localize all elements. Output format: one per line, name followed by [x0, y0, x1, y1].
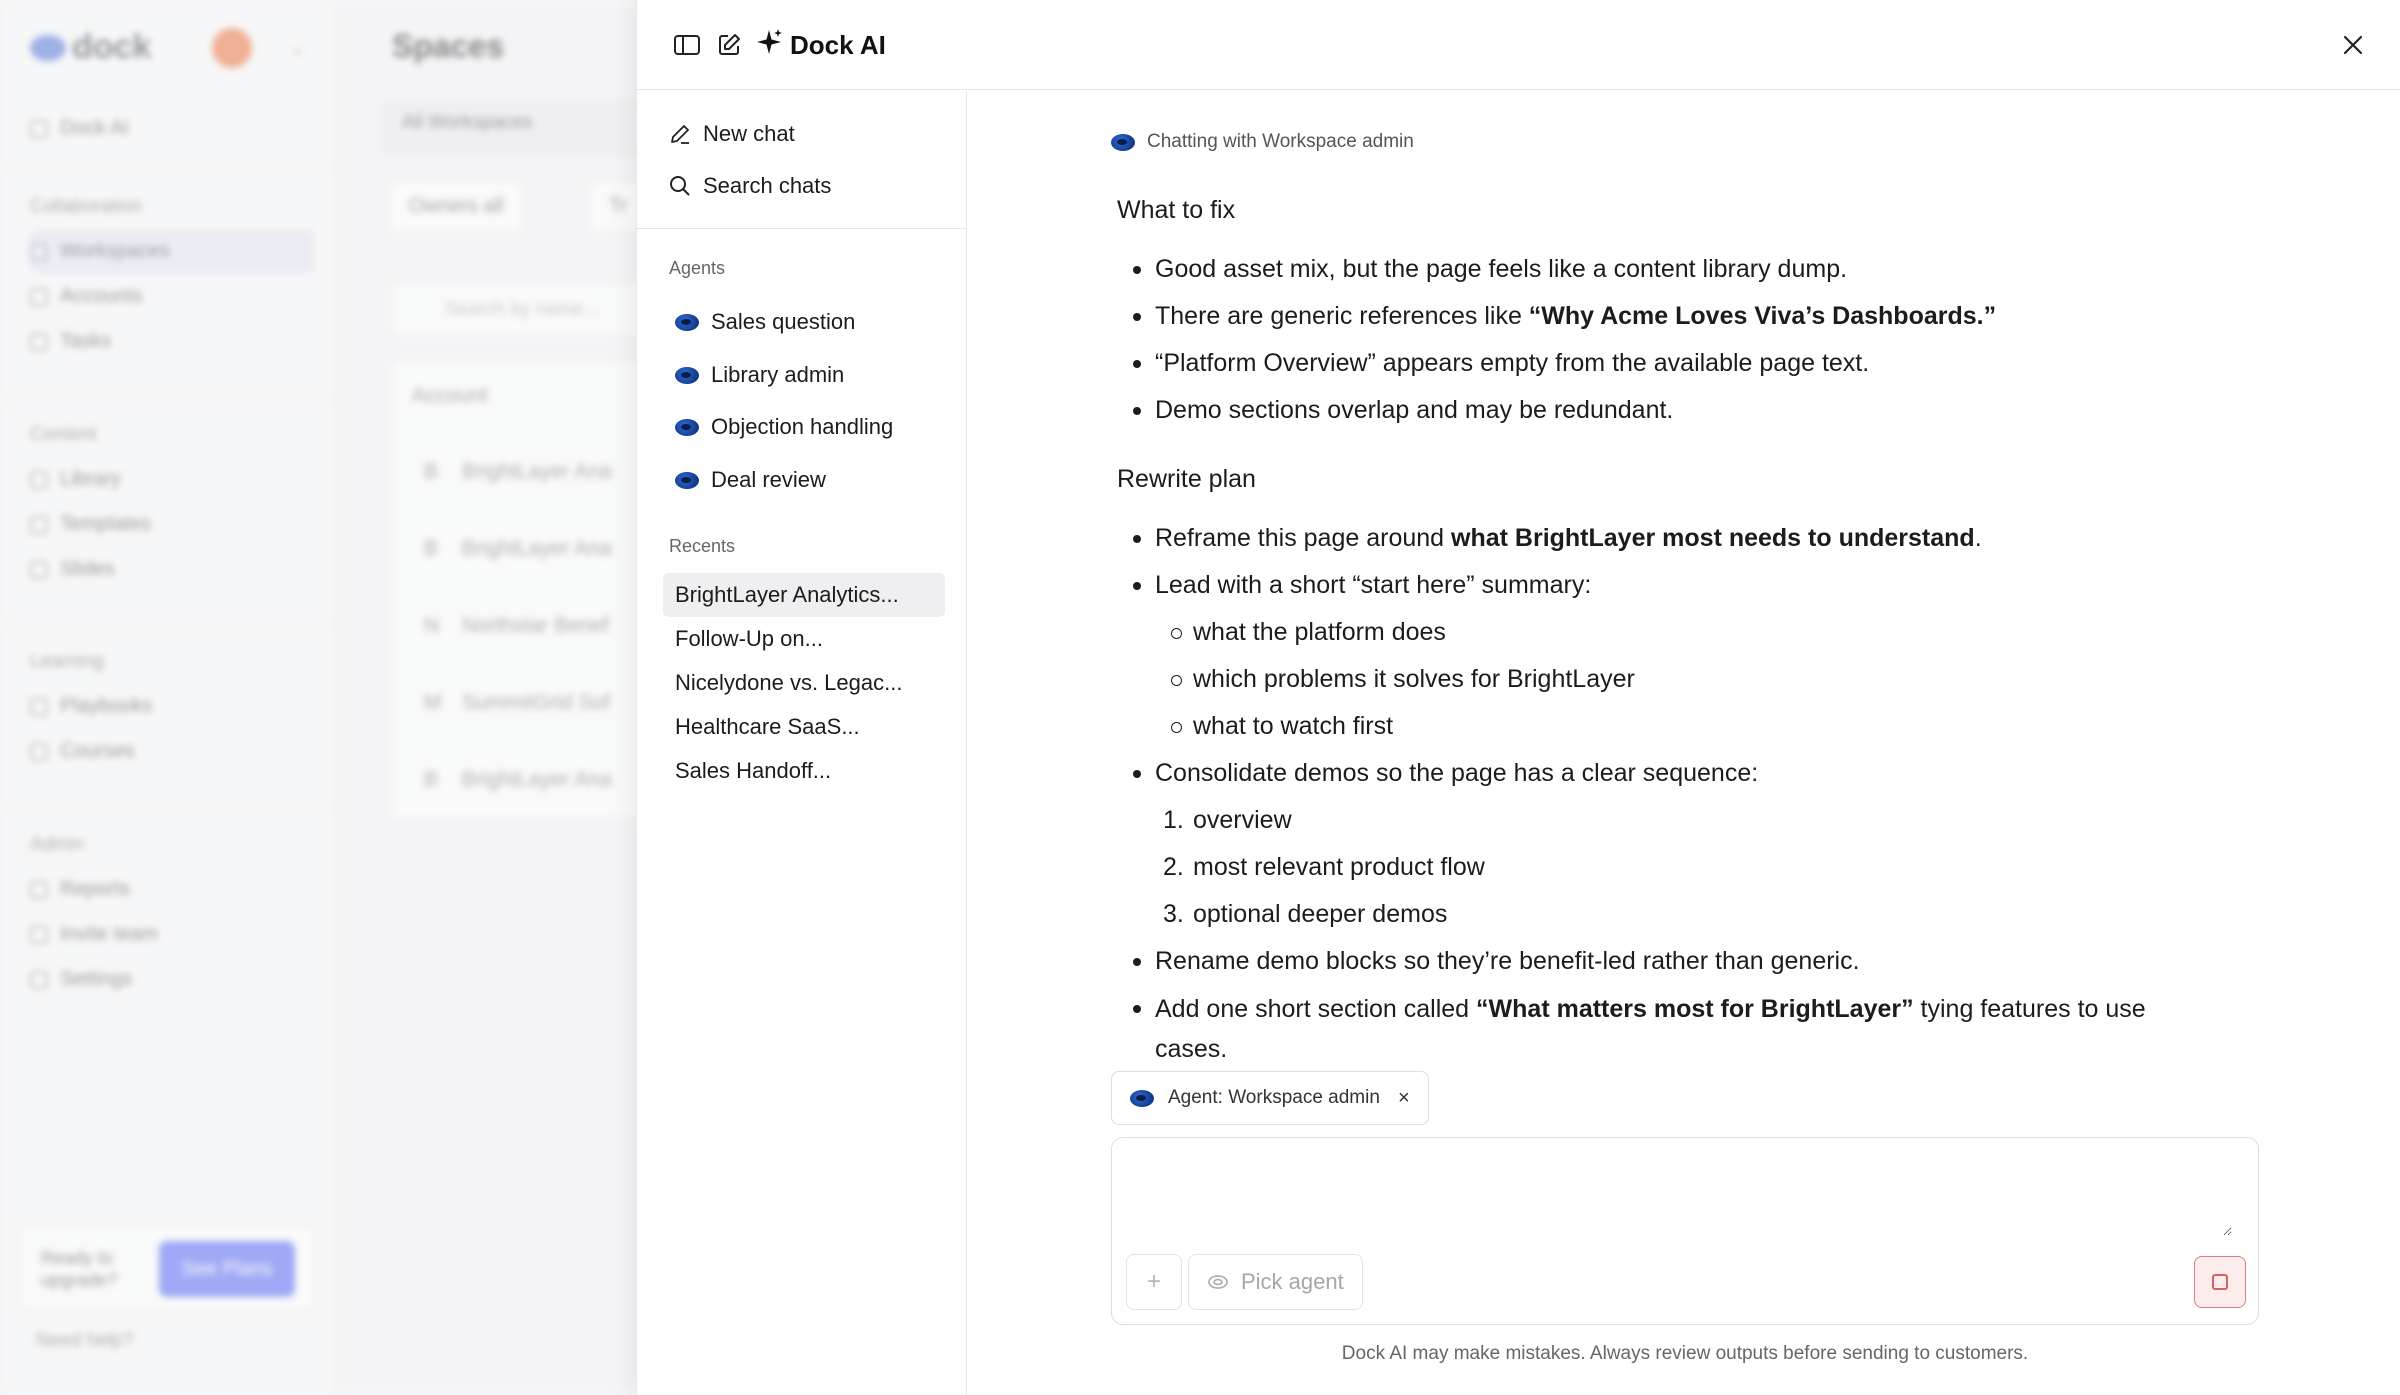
grid-icon — [30, 243, 48, 261]
chat-main — [967, 91, 2400, 1395]
bg-row-initial: B — [424, 768, 439, 791]
bg-nav-item — [30, 457, 151, 502]
playbook-icon — [30, 698, 48, 716]
step-text: optional deeper demos — [1193, 900, 1448, 928]
search-icon — [669, 175, 691, 197]
course-icon — [30, 743, 48, 761]
list-item-text: Add one short section called — [1155, 995, 1477, 1023]
composer — [1111, 1137, 2259, 1325]
bg-table-row: BrightLayer Ana — [462, 768, 612, 791]
bg-upgrade-card — [18, 1224, 316, 1312]
bg-table-header: Account — [412, 384, 488, 407]
fix-list — [1117, 246, 2197, 434]
agents-section-label: Agents — [669, 258, 726, 278]
template-icon — [30, 516, 48, 534]
agent-outline-icon — [1207, 1274, 1229, 1290]
recent-chat-item[interactable]: Sales Handoff... — [675, 758, 832, 783]
bg-section-title: Content — [30, 423, 97, 445]
bg-tab-all: All Workspaces — [402, 112, 533, 133]
pick-agent-label: Pick agent — [1241, 1269, 1344, 1294]
settings-icon — [30, 971, 48, 989]
bg-nav-item — [30, 912, 158, 957]
recents-section-label: Recents — [669, 536, 736, 556]
bg-nav-item — [30, 729, 152, 774]
bg-help-link: Need help? — [36, 1330, 134, 1351]
bg-table-row: BrightLayer Ana — [462, 460, 612, 483]
bg-row-initial: N — [424, 614, 440, 637]
numbered-list-item: 1. overview — [1163, 806, 1292, 834]
bg-nav-label: Library — [60, 468, 122, 490]
bg-filter-owners: Owners all — [388, 180, 524, 234]
bg-nav-label: Invite team — [60, 923, 158, 945]
sidebar-toggle-icon[interactable] — [671, 29, 703, 61]
search-chats-label: Search chats — [703, 173, 832, 198]
list-item: Consolidate demos so the page has a clear sequence: — [1117, 750, 2197, 797]
list-item — [1117, 515, 2197, 562]
list-item-text: There are generic references like — [1155, 302, 1529, 330]
bg-sidebar — [0, 0, 337, 1395]
bg-filter-other: Tr — [588, 180, 648, 234]
bg-upgrade-button: See Plans — [159, 1241, 295, 1297]
sub-list-item: what to watch first — [1117, 703, 2197, 750]
list-item-text: . — [1974, 524, 1982, 552]
bg-nav-item — [30, 229, 315, 274]
bg-nav-label: Settings — [60, 968, 133, 990]
bg-nav-item — [30, 319, 315, 364]
recent-chat-item[interactable]: BrightLayer Analytics... — [663, 573, 945, 617]
list-item: Lead with a short “start here” summary: — [1117, 562, 2197, 609]
list-item-text: Reframe this page around — [1155, 524, 1452, 552]
attach-button[interactable] — [1126, 1254, 1182, 1310]
pick-agent-button[interactable] — [1188, 1254, 1363, 1310]
bg-table-row: Northstar Benef — [462, 614, 610, 637]
bg-nav-label: Workspaces — [60, 240, 170, 262]
library-icon — [30, 471, 48, 489]
list-item-bold: what BrightLayer most needs to understand — [1451, 524, 1975, 552]
agent-chip[interactable] — [1111, 1071, 1429, 1125]
agent-label: Library admin — [711, 362, 845, 387]
bg-section-title: Collaboration — [30, 195, 142, 217]
bg-search: Search by name... — [390, 282, 790, 338]
bg-row-initial: B — [424, 460, 439, 483]
agent-chip-label: Agent: Workspace admin — [1168, 1087, 1380, 1108]
search-chats-button[interactable] — [669, 166, 831, 206]
list-item-bold: “What matters most for BrightLayer” — [1476, 995, 1914, 1023]
bg-nav-item — [30, 684, 152, 729]
bg-nav-label: Slides — [60, 558, 115, 580]
plan-list — [1117, 515, 2197, 1069]
list-item: Good asset mix, but the page feels like a content library dump. — [1117, 246, 2197, 293]
reports-icon — [30, 881, 48, 899]
recent-chat-item[interactable]: Nicelydone vs. Legac... — [675, 670, 903, 695]
disclaimer: Dock AI may make mistakes. Always review outputs before sending to customers. — [1341, 1343, 2029, 1364]
step-text: overview — [1193, 806, 1292, 834]
slides-icon — [30, 561, 48, 579]
bg-nav-dock-ai — [30, 106, 129, 151]
bg-avatar — [212, 28, 252, 68]
bg-nav-label: Templates — [60, 513, 152, 535]
agent-icon — [1111, 134, 1135, 151]
bg-nav-item — [30, 957, 158, 1002]
bg-nav-item — [30, 547, 151, 592]
panel-header — [637, 0, 2400, 90]
what-to-fix-heading: What to fix — [1117, 196, 1236, 224]
agent-item-deal-review[interactable] — [675, 460, 826, 500]
chat-sidebar — [637, 91, 967, 1395]
agent-icon — [675, 367, 699, 384]
bg-brand: dock — [72, 28, 152, 66]
bg-table-row: BrightLayer Ana — [462, 537, 612, 560]
dock-ai-panel — [636, 0, 2400, 1395]
list-item — [1117, 985, 2197, 1069]
agent-icon — [675, 419, 699, 436]
bg-page-title: Spaces — [392, 28, 505, 64]
bg-row-initial: M — [424, 691, 442, 714]
agent-label: Objection handling — [711, 414, 894, 439]
bg-nav-label: Reports — [60, 878, 131, 900]
numbered-list-item: 3. optional deeper demos — [1163, 900, 1448, 928]
sub-list-item: what the platform does — [1117, 609, 2197, 656]
stop-button[interactable] — [2194, 1256, 2246, 1308]
step-text: most relevant product flow — [1193, 853, 1485, 881]
message-input[interactable] — [1132, 1156, 2232, 1236]
agent-label: Deal review — [711, 467, 826, 492]
recent-chat-item[interactable]: Healthcare SaaS... — [675, 714, 860, 739]
rewrite-plan-heading: Rewrite plan — [1117, 465, 1256, 493]
bg-section-title: Admin — [30, 833, 84, 855]
panel-title: Dock AI — [790, 30, 886, 60]
invite-icon — [30, 926, 48, 944]
assistant-message — [1117, 187, 2197, 1069]
bg-nav-label: Courses — [60, 740, 135, 762]
chatting-with-text: Chatting with Workspace admin — [1147, 131, 1414, 152]
list-item: “Platform Overview” appears empty from the available page text. — [1117, 340, 2197, 387]
bg-nav-item — [30, 502, 151, 547]
dock-logo-icon — [30, 35, 66, 61]
bg-nav-item — [30, 274, 315, 319]
numbered-list-item: 2. most relevant product flow — [1163, 853, 1485, 881]
agent-item-objection-handling[interactable] — [675, 407, 893, 447]
bg-upgrade-text: Ready to upgrade? — [41, 1248, 118, 1290]
new-chat-button[interactable] — [669, 114, 795, 154]
bg-nav-collab — [30, 184, 315, 364]
remove-agent-icon[interactable]: × — [1397, 1086, 1410, 1109]
new-chat-label: New chat — [703, 121, 795, 146]
agent-label: Sales question — [711, 309, 856, 334]
bg-logo — [30, 28, 151, 67]
bg-nav-item — [30, 867, 158, 912]
close-icon — [2342, 34, 2364, 56]
list-item: Rename demo blocks so they’re benefit-led rather than generic. — [1117, 938, 2197, 985]
edit-icon[interactable] — [713, 29, 745, 61]
plus-icon: + — [1146, 1268, 1161, 1295]
bg-nav-label: Tasks — [60, 330, 112, 352]
sub-list-item: which problems it solves for BrightLayer — [1117, 656, 2197, 703]
bg-nav-label: Accounts — [60, 285, 143, 307]
sparkle-icon — [755, 28, 783, 63]
bg-section-title: Learning — [30, 650, 104, 672]
agent-item-library-admin[interactable] — [675, 355, 844, 395]
bg-nav-label: Dock AI — [60, 117, 129, 139]
bg-nav-learning — [30, 639, 152, 774]
bg-table-row: SummitGrid Sof — [462, 691, 611, 714]
close-button[interactable] — [2335, 27, 2371, 63]
chatting-with-label — [1111, 131, 1414, 153]
agent-icon — [1130, 1090, 1154, 1107]
list-item-bold: “Why Acme Loves Viva’s Dashboards.” — [1528, 302, 1997, 330]
list-item — [1117, 293, 2197, 340]
list-item-text: tying features to use cases. — [1155, 995, 2146, 1063]
agent-item-sales-question[interactable] — [675, 302, 855, 342]
building-icon — [30, 288, 48, 306]
sidebar-divider — [637, 228, 967, 229]
recent-chat-item[interactable]: Follow-Up on... — [675, 626, 823, 651]
bg-nav-admin — [30, 822, 158, 1002]
chevron-down-icon: ⌄ — [290, 38, 306, 58]
list-item: Demo sections overlap and may be redundant. — [1117, 387, 2197, 434]
bg-row-initial: B — [424, 537, 439, 560]
bg-nav-content — [30, 412, 151, 592]
task-icon — [30, 333, 48, 351]
agent-icon — [675, 314, 699, 331]
agent-icon — [675, 472, 699, 489]
stop-icon — [2212, 1274, 2228, 1290]
bg-nav-label: Playbooks — [60, 695, 153, 717]
sparkle-icon — [30, 120, 48, 138]
bg-nav-top — [30, 106, 129, 151]
pencil-icon — [669, 123, 691, 145]
